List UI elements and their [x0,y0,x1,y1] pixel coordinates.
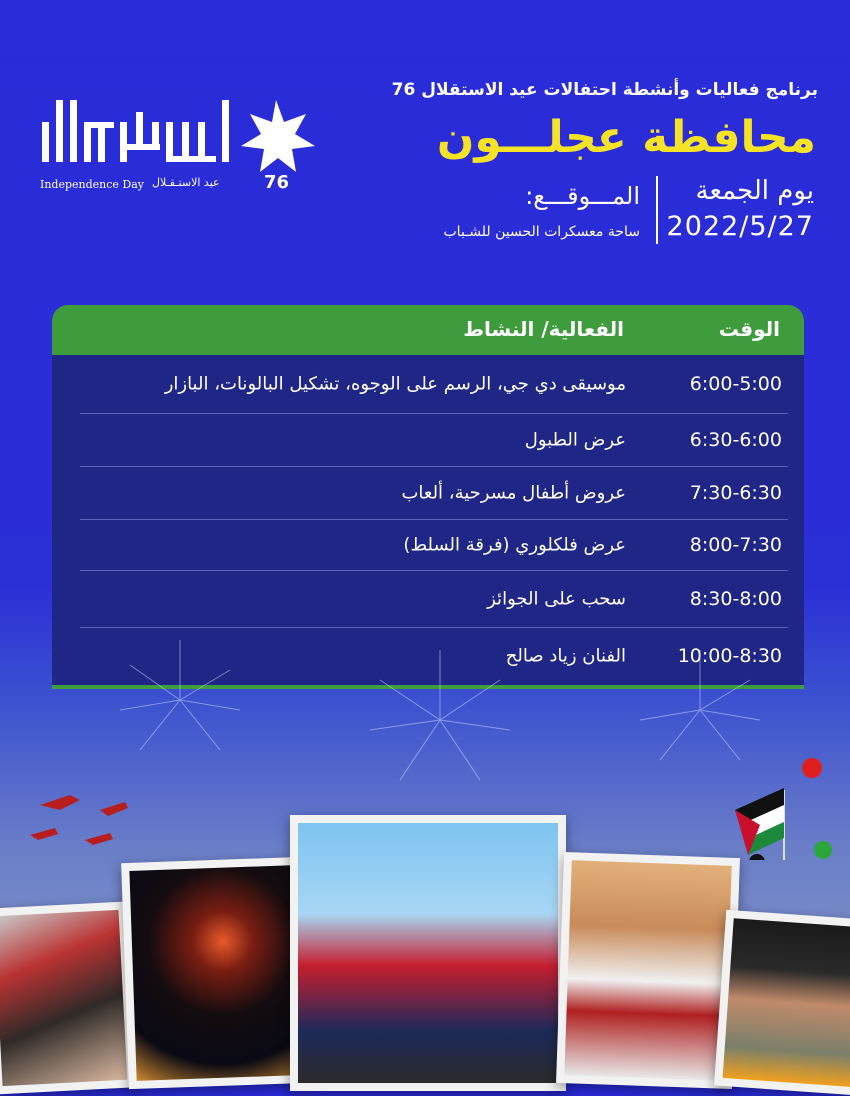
event-subtitle: برنامج فعاليات وأنشطة احتفالات عيد الاستقلال 76 [391,80,818,100]
row-time: 6:00-5:00 [689,373,782,395]
balloon-icon [814,841,832,859]
balloon-icon [802,758,822,778]
table-row [80,467,788,520]
header-divider [656,176,658,244]
fireworks-photo [121,857,310,1089]
logo-calligraphy-icon [42,100,229,162]
location-label: المـــوقـــع: [525,182,640,210]
logo-text-en: Independence Day [40,178,145,191]
row-activity: عروض أطفال مسرحية، ألعاب [401,482,626,504]
location-value: ساحة معسكرات الحسين للشـباب [443,224,640,240]
child-photo [714,910,850,1096]
table-row [80,520,788,571]
logo-number: 76 [264,172,290,193]
firework-icon [120,640,240,750]
airplane-icon [30,795,128,845]
row-activity: موسيقى دي جي، الرسم على الوجوه، تشكيل البالونات، البازار [164,373,626,395]
logo-text-ar: عيد الاستـقـلال [152,176,220,189]
firework-icon [370,650,510,780]
row-time: 10:00-8:30 [677,645,782,667]
row-activity: الفنان زياد صالح [505,645,626,667]
jordan-star-icon [241,100,315,172]
jordan-flag-icon [735,788,784,860]
schedule-header-row [52,305,804,355]
row-activity: عرض الطبول [524,429,626,451]
schedule-table [52,305,804,689]
row-time: 6:30-6:00 [689,429,782,451]
row-activity: عرض فلكلوري (فرقة السلط) [403,534,626,556]
row-time: 8:00-7:30 [689,534,782,556]
row-activity: سحب على الجوائز [487,588,626,610]
table-row [80,571,788,628]
table-row [80,355,788,414]
event-date: 2022/5/27 [666,211,814,242]
balloon-icon [749,854,765,860]
event-day: يوم الجمعة [695,176,814,206]
artists-photo [290,815,566,1091]
folklore-photo [556,852,740,1089]
column-header-activity: الفعالية/ النشاط [463,317,624,341]
firework-icon [640,650,760,760]
table-row [80,414,788,467]
row-time: 8:30-8:00 [689,588,782,610]
column-header-time: الوقت [718,317,780,341]
row-time: 7:30-6:30 [689,482,782,504]
governorate-title: محافظة عجلـــون [436,112,816,163]
